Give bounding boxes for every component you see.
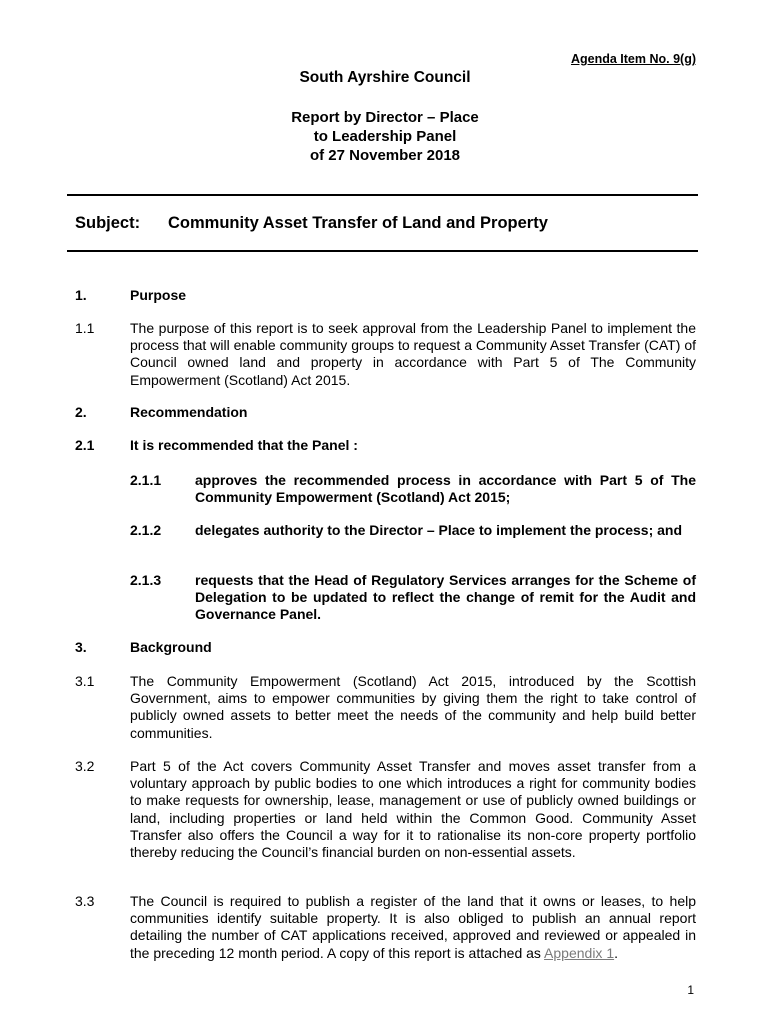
report-line-3: of 27 November 2018 xyxy=(309,147,461,164)
rec-2-1-1-text: approves the recommended process in accordance with Part 5 of The Community Empowerment (Scotland) Act 2015; xyxy=(195,472,696,506)
section-1-number: 1. xyxy=(75,287,87,303)
para-1-1-number: 1.1 xyxy=(75,320,95,336)
rec-2-1-3-number: 2.1.3 xyxy=(130,572,162,588)
council-name: South Ayrshire Council xyxy=(299,69,471,86)
appendix-1-link[interactable]: Appendix 1 xyxy=(544,944,615,961)
section-3-heading: Background xyxy=(130,639,212,655)
section-3-number: 3. xyxy=(75,639,87,655)
para-3-3-end: . xyxy=(614,944,618,961)
section-1-heading: Purpose xyxy=(130,287,187,303)
subject-label: Subject: xyxy=(75,214,141,232)
para-3-3-text: The Council is required to publish a register of the land that it owns or leases, to help communities identify suitable property. It is also obliged to publish an annual report detailing the number of CAT applications received, approved and reviewed or appealed in the preceding 12 month period. A copy of this report is attached as xyxy=(130,893,696,961)
para-3-2-text: Part 5 of the Act covers Community Asset Transfer and moves asset transfer from a voluntary approach by public bodies to one which introduces a right for community bodies to make requests for ownership, lease, management or use of publicly owned buildings or land, including properties or land held within the Common Good. Community Asset Transfer also offers the Council a way for it to rationalise its non-core property portfolio thereby reducing the Council’s financial burden on non-essential assets. xyxy=(130,758,696,861)
para-3-3-number: 3.3 xyxy=(75,893,95,909)
subject-title: Community Asset Transfer of Land and Property xyxy=(168,214,548,232)
agenda-item-number: Agenda Item No. 9(g) xyxy=(570,52,696,66)
section-2-heading: Recommendation xyxy=(130,404,248,420)
bottom-divider xyxy=(67,250,698,252)
report-line-2: to Leadership Panel xyxy=(313,128,457,145)
rec-2-1-1-number: 2.1.1 xyxy=(130,472,162,488)
para-3-1-text: The Community Empowerment (Scotland) Act 2015, introduced by the Scottish Government, aims to empower communities by giving them the right to take control of publicly owned assets to better meet the needs of the community and help build better communities. xyxy=(130,673,696,741)
para-1-1-text: The purpose of this report is to seek approval from the Leadership Panel to implement the process that will enable community groups to request a Community Asset Transfer (CAT) of Council owned land and property in accordance with Part 5 of The Community Empowerment (Scotland) Act 2015. xyxy=(130,320,696,388)
rec-2-1-3-text: requests that the Head of Regulatory Services arranges for the Scheme of Delegation to be updated to reflect the change of remit for the Audit and Governance Panel. xyxy=(195,572,696,623)
rec-2-1-2-number: 2.1.2 xyxy=(130,522,162,538)
top-divider xyxy=(67,194,698,196)
para-3-3 xyxy=(130,893,696,962)
para-3-1-number: 3.1 xyxy=(75,673,95,689)
para-2-1-text: It is recommended that the Panel : xyxy=(130,437,358,453)
report-line-1: Report by Director – Place xyxy=(291,109,479,126)
para-3-2-number: 3.2 xyxy=(75,758,95,774)
para-2-1-number: 2.1 xyxy=(75,437,95,453)
page-number: 1 xyxy=(687,983,694,997)
subject-line xyxy=(75,214,548,233)
rec-2-1-2-text: delegates authority to the Director – Place to implement the process; and xyxy=(195,522,683,538)
section-2-number: 2. xyxy=(75,404,87,420)
